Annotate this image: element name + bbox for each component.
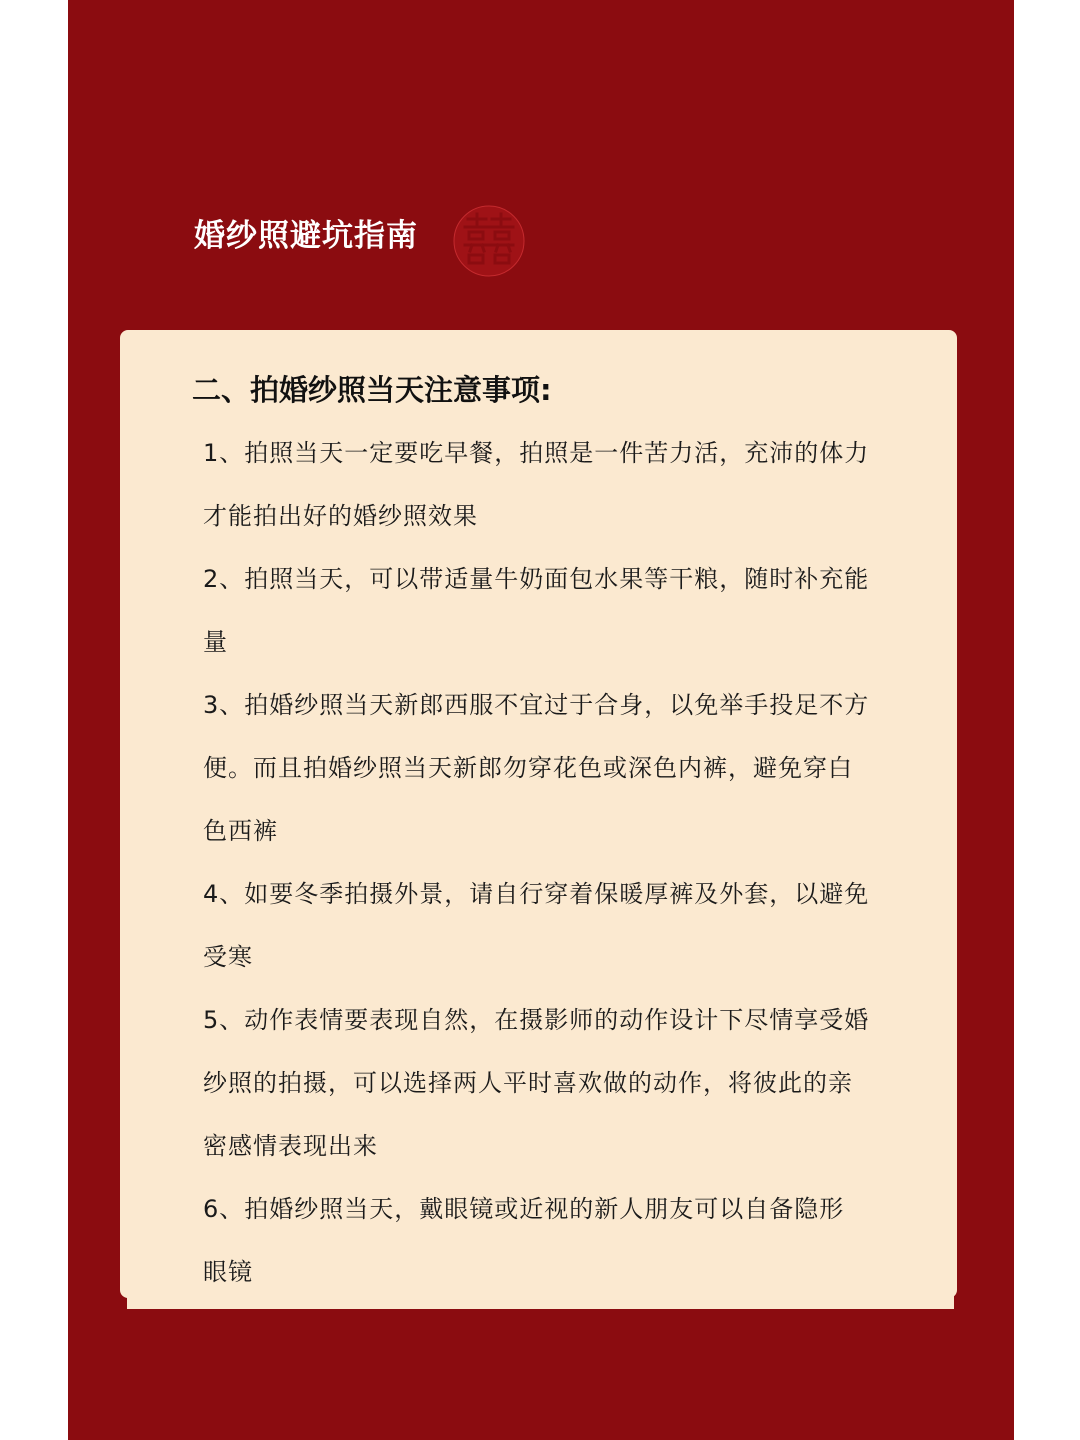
list-item-line: 2、拍照当天，可以带适量牛奶面包水果等干粮，随时补充能 [203, 565, 870, 593]
list-item [203, 548, 903, 674]
notes-list [203, 422, 903, 1304]
section-title: 二、拍婚纱照当天注意事项: [192, 373, 552, 407]
list-item-line: 3、拍婚纱照当天新郎西服不宜过于合身，以免举手投足不方 [203, 691, 870, 719]
list-item-line: 便。而且拍婚纱照当天新郎勿穿花色或深色内裤，避免穿白 [203, 754, 853, 782]
list-item [203, 989, 903, 1178]
list-item-line: 才能拍出好的婚纱照效果 [203, 502, 478, 530]
list-item-line: 纱照的拍摄，可以选择两人平时喜欢做的动作，将彼此的亲 [203, 1069, 853, 1097]
list-item [203, 422, 903, 548]
list-item-line: 受寒 [203, 943, 253, 971]
list-item-line: 5、动作表情要表现自然，在摄影师的动作设计下尽情享受婚 [203, 1006, 870, 1034]
list-item-line: 1、拍照当天一定要吃早餐，拍照是一件苦力活，充沛的体力 [203, 439, 870, 467]
list-item [203, 1178, 903, 1304]
list-item-line: 眼镜 [203, 1258, 253, 1286]
list-item [203, 863, 903, 989]
list-item-line: 6、拍婚纱照当天，戴眼镜或近视的新人朋友可以自备隐形 [203, 1195, 845, 1223]
list-item-line: 量 [203, 628, 228, 656]
page-title: 婚纱照避坑指南 [194, 218, 418, 254]
double-happiness-icon [453, 205, 525, 277]
list-item-line: 色西裤 [203, 817, 278, 845]
list-item-line: 密感情表现出来 [203, 1132, 378, 1160]
list-item-line: 4、如要冬季拍摄外景，请自行穿着保暖厚裤及外套，以避免 [203, 880, 870, 908]
list-item [203, 674, 903, 863]
